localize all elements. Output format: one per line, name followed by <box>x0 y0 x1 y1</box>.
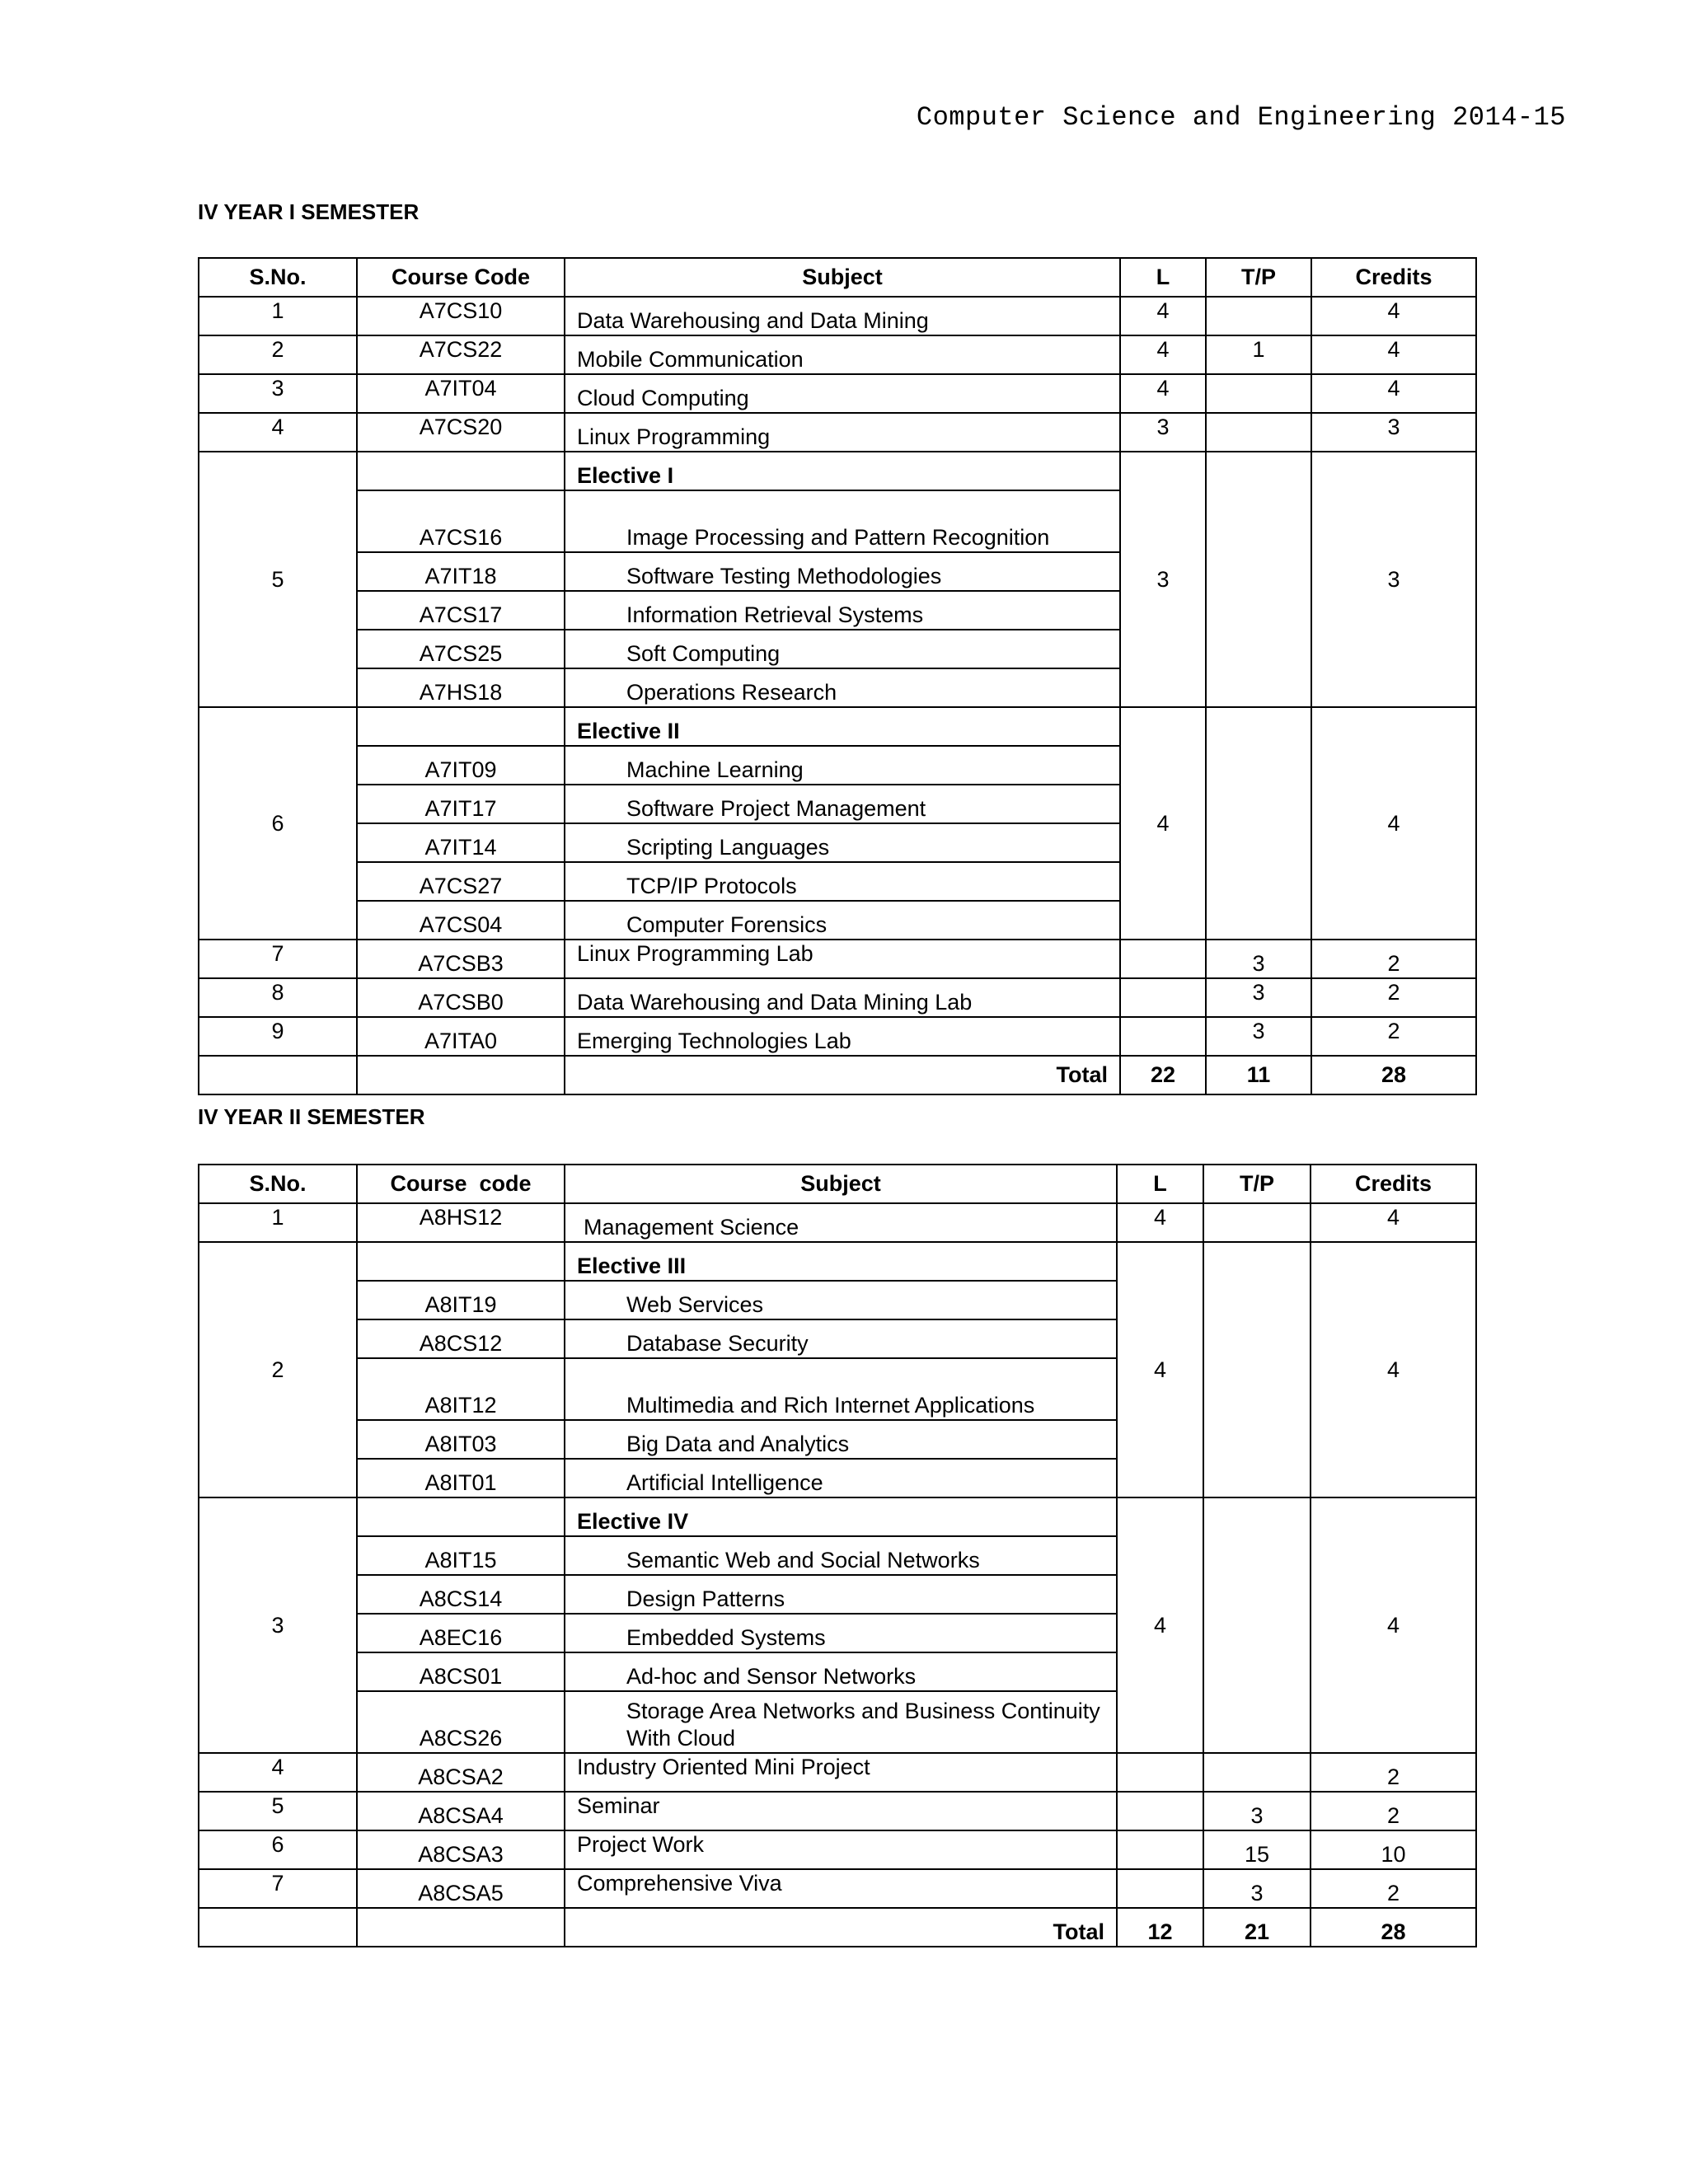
table-header-row <box>199 258 1476 297</box>
total-row <box>199 1908 1476 1947</box>
course-code: A7CS25 <box>357 630 565 668</box>
elective-title: Elective IV <box>565 1497 1117 1536</box>
sno: 4 <box>199 413 357 452</box>
total-tp: 21 <box>1203 1908 1311 1947</box>
table-header-row <box>199 1165 1476 1203</box>
subject: Software Project Management <box>565 785 1120 823</box>
credits-value: 4 <box>1311 297 1476 335</box>
course-code: A8IT03 <box>357 1420 565 1459</box>
elective-title: Elective II <box>565 707 1120 746</box>
subject: Artificial Intelligence <box>565 1459 1117 1497</box>
course-code: A7IT04 <box>357 374 565 413</box>
tp-value: 3 <box>1203 1792 1311 1830</box>
course-code: A8CSA2 <box>357 1753 565 1792</box>
course-code: A7CS10 <box>357 297 565 335</box>
table-row <box>199 1869 1476 1908</box>
credits-value: 2 <box>1311 1753 1476 1792</box>
semester-1-title: IV YEAR I SEMESTER <box>198 199 420 224</box>
elective-title: Elective I <box>565 452 1120 490</box>
sno: 1 <box>199 297 357 335</box>
total-l: 22 <box>1120 1056 1206 1094</box>
sno <box>199 1908 357 1947</box>
col-sno: S.No. <box>199 258 357 297</box>
l-value: 4 <box>1120 335 1206 374</box>
table-row <box>199 1203 1476 1242</box>
elective-title-row <box>199 452 1476 490</box>
l-value <box>1120 1017 1206 1056</box>
course-code <box>357 452 565 490</box>
subject: TCP/IP Protocols <box>565 862 1120 901</box>
tp-value <box>1203 1242 1311 1497</box>
elective-title-row <box>199 1497 1476 1536</box>
subject: Machine Learning <box>565 746 1120 785</box>
l-value <box>1120 940 1206 978</box>
sno: 5 <box>199 1792 357 1830</box>
course-code: A7CSB3 <box>357 940 565 978</box>
tp-value: 1 <box>1206 335 1311 374</box>
tp-value: 3 <box>1203 1869 1311 1908</box>
course-code: A8EC16 <box>357 1614 565 1652</box>
course-code: A7CS16 <box>357 490 565 552</box>
total-tp: 11 <box>1206 1056 1311 1094</box>
l-value: 4 <box>1117 1497 1203 1753</box>
credits-value: 4 <box>1311 374 1476 413</box>
subject: Big Data and Analytics <box>565 1420 1117 1459</box>
subject: Scripting Languages <box>565 823 1120 862</box>
col-course-code: Course code <box>357 1165 565 1203</box>
course-code: A8IT19 <box>357 1281 565 1319</box>
col-l: L <box>1120 258 1206 297</box>
tp-value <box>1206 413 1311 452</box>
subject: Multimedia and Rich Internet Applications <box>565 1358 1117 1420</box>
subject: Data Warehousing and Data Mining <box>565 297 1120 335</box>
l-value <box>1117 1753 1203 1792</box>
total-label: Total <box>565 1908 1117 1947</box>
l-value: 4 <box>1120 297 1206 335</box>
col-tp: T/P <box>1206 258 1311 297</box>
subject: Linux Programming Lab <box>565 940 1120 978</box>
l-value <box>1117 1830 1203 1869</box>
semester-1-table <box>198 257 1477 1095</box>
col-tp: T/P <box>1203 1165 1311 1203</box>
l-value <box>1117 1792 1203 1830</box>
sno: 9 <box>199 1017 357 1056</box>
l-value: 3 <box>1120 452 1206 707</box>
tp-value <box>1203 1753 1311 1792</box>
course-code: A7CS17 <box>357 591 565 630</box>
subject: Soft Computing <box>565 630 1120 668</box>
course-code: A8CS14 <box>357 1575 565 1614</box>
sno: 6 <box>199 1830 357 1869</box>
tp-value <box>1206 707 1311 940</box>
l-value <box>1120 978 1206 1017</box>
subject: Information Retrieval Systems <box>565 591 1120 630</box>
table-row <box>199 1753 1476 1792</box>
sno: 3 <box>199 374 357 413</box>
sno: 2 <box>199 1242 357 1497</box>
col-subject: Subject <box>565 258 1120 297</box>
subject: Mobile Communication <box>565 335 1120 374</box>
total-label: Total <box>565 1056 1120 1094</box>
credits-value: 4 <box>1311 1203 1476 1242</box>
sno: 3 <box>199 1497 357 1753</box>
page-header: Computer Science and Engineering 2014-15 <box>916 102 1566 133</box>
col-credits: Credits <box>1311 258 1476 297</box>
credits-value: 2 <box>1311 1792 1476 1830</box>
course-code: A7ITA0 <box>357 1017 565 1056</box>
table-row <box>199 413 1476 452</box>
subject: Semantic Web and Social Networks <box>565 1536 1117 1575</box>
course-code <box>357 1497 565 1536</box>
course-code: A8HS12 <box>357 1203 565 1242</box>
sno: 2 <box>199 335 357 374</box>
course-code: A7IT14 <box>357 823 565 862</box>
subject: Web Services <box>565 1281 1117 1319</box>
table-row <box>199 1830 1476 1869</box>
tp-value <box>1206 374 1311 413</box>
subject: Project Work <box>565 1830 1117 1869</box>
course-code: A7IT09 <box>357 746 565 785</box>
l-value: 4 <box>1117 1203 1203 1242</box>
semester-2-title: IV YEAR II SEMESTER <box>198 1104 425 1129</box>
l-value: 4 <box>1120 707 1206 940</box>
subject: Image Processing and Pattern Recognition <box>565 490 1120 552</box>
tp-value <box>1203 1497 1311 1753</box>
course-code: A8IT12 <box>357 1358 565 1420</box>
tp-value <box>1203 1203 1311 1242</box>
col-sno: S.No. <box>199 1165 357 1203</box>
credits-value: 2 <box>1311 940 1476 978</box>
tp-value: 3 <box>1206 978 1311 1017</box>
l-value: 4 <box>1120 374 1206 413</box>
credits-value: 2 <box>1311 978 1476 1017</box>
credits-value: 2 <box>1311 1869 1476 1908</box>
total-credits: 28 <box>1311 1056 1476 1094</box>
course-code <box>357 1056 565 1094</box>
course-code: A8CS12 <box>357 1319 565 1358</box>
course-code: A7CS27 <box>357 862 565 901</box>
subject: Software Testing Methodologies <box>565 552 1120 591</box>
col-credits: Credits <box>1311 1165 1476 1203</box>
course-code: A8CS26 <box>357 1691 565 1753</box>
course-code <box>357 1908 565 1947</box>
sno: 7 <box>199 940 357 978</box>
col-subject: Subject <box>565 1165 1117 1203</box>
sno: 7 <box>199 1869 357 1908</box>
total-row <box>199 1056 1476 1094</box>
subject: Seminar <box>565 1792 1117 1830</box>
l-value: 4 <box>1117 1242 1203 1497</box>
course-code: A7CS20 <box>357 413 565 452</box>
subject: Comprehensive Viva <box>565 1869 1117 1908</box>
course-code: A8CS01 <box>357 1652 565 1691</box>
subject: Database Security <box>565 1319 1117 1358</box>
table-row <box>199 978 1476 1017</box>
table-row <box>199 297 1476 335</box>
course-code: A8IT01 <box>357 1459 565 1497</box>
subject: Design Patterns <box>565 1575 1117 1614</box>
col-course-code: Course Code <box>357 258 565 297</box>
course-code: A7CS22 <box>357 335 565 374</box>
course-code: A7CS04 <box>357 901 565 940</box>
subject: Computer Forensics <box>565 901 1120 940</box>
subject: Emerging Technologies Lab <box>565 1017 1120 1056</box>
table-row <box>199 374 1476 413</box>
subject: Embedded Systems <box>565 1614 1117 1652</box>
credits-value: 3 <box>1311 413 1476 452</box>
sno: 6 <box>199 707 357 940</box>
subject: Ad-hoc and Sensor Networks <box>565 1652 1117 1691</box>
credits-value: 4 <box>1311 1497 1476 1753</box>
credits-value: 4 <box>1311 335 1476 374</box>
course-code: A7IT17 <box>357 785 565 823</box>
tp-value: 3 <box>1206 1017 1311 1056</box>
subject: Operations Research <box>565 668 1120 707</box>
l-value: 3 <box>1120 413 1206 452</box>
sno: 5 <box>199 452 357 707</box>
tp-value: 3 <box>1206 940 1311 978</box>
sno <box>199 1056 357 1094</box>
tp-value: 15 <box>1203 1830 1311 1869</box>
sno: 4 <box>199 1753 357 1792</box>
subject: Data Warehousing and Data Mining Lab <box>565 978 1120 1017</box>
elective-title-row <box>199 1242 1476 1281</box>
course-code <box>357 1242 565 1281</box>
sno: 1 <box>199 1203 357 1242</box>
course-code: A8CSA4 <box>357 1792 565 1830</box>
course-code: A8CSA3 <box>357 1830 565 1869</box>
course-code: A8IT15 <box>357 1536 565 1575</box>
course-code: A7CSB0 <box>357 978 565 1017</box>
sno: 8 <box>199 978 357 1017</box>
tp-value <box>1206 297 1311 335</box>
l-value <box>1117 1869 1203 1908</box>
subject: Management Science <box>565 1203 1117 1242</box>
total-credits: 28 <box>1311 1908 1476 1947</box>
subject: Storage Area Networks and Business Continuity With Cloud <box>565 1691 1117 1753</box>
table-row <box>199 1792 1476 1830</box>
course-code <box>357 707 565 746</box>
semester-2-table <box>198 1164 1477 1947</box>
credits-value: 4 <box>1311 707 1476 940</box>
subject: Industry Oriented Mini Project <box>565 1753 1117 1792</box>
tp-value <box>1206 452 1311 707</box>
col-l: L <box>1117 1165 1203 1203</box>
credits-value: 4 <box>1311 1242 1476 1497</box>
subject: Linux Programming <box>565 413 1120 452</box>
elective-title: Elective III <box>565 1242 1117 1281</box>
credits-value: 10 <box>1311 1830 1476 1869</box>
credits-value: 3 <box>1311 452 1476 707</box>
course-code: A7HS18 <box>357 668 565 707</box>
total-l: 12 <box>1117 1908 1203 1947</box>
table-row <box>199 940 1476 978</box>
course-code: A7IT18 <box>357 552 565 591</box>
course-code: A8CSA5 <box>357 1869 565 1908</box>
credits-value: 2 <box>1311 1017 1476 1056</box>
table-row <box>199 1017 1476 1056</box>
table-row <box>199 335 1476 374</box>
subject: Cloud Computing <box>565 374 1120 413</box>
elective-title-row <box>199 707 1476 746</box>
